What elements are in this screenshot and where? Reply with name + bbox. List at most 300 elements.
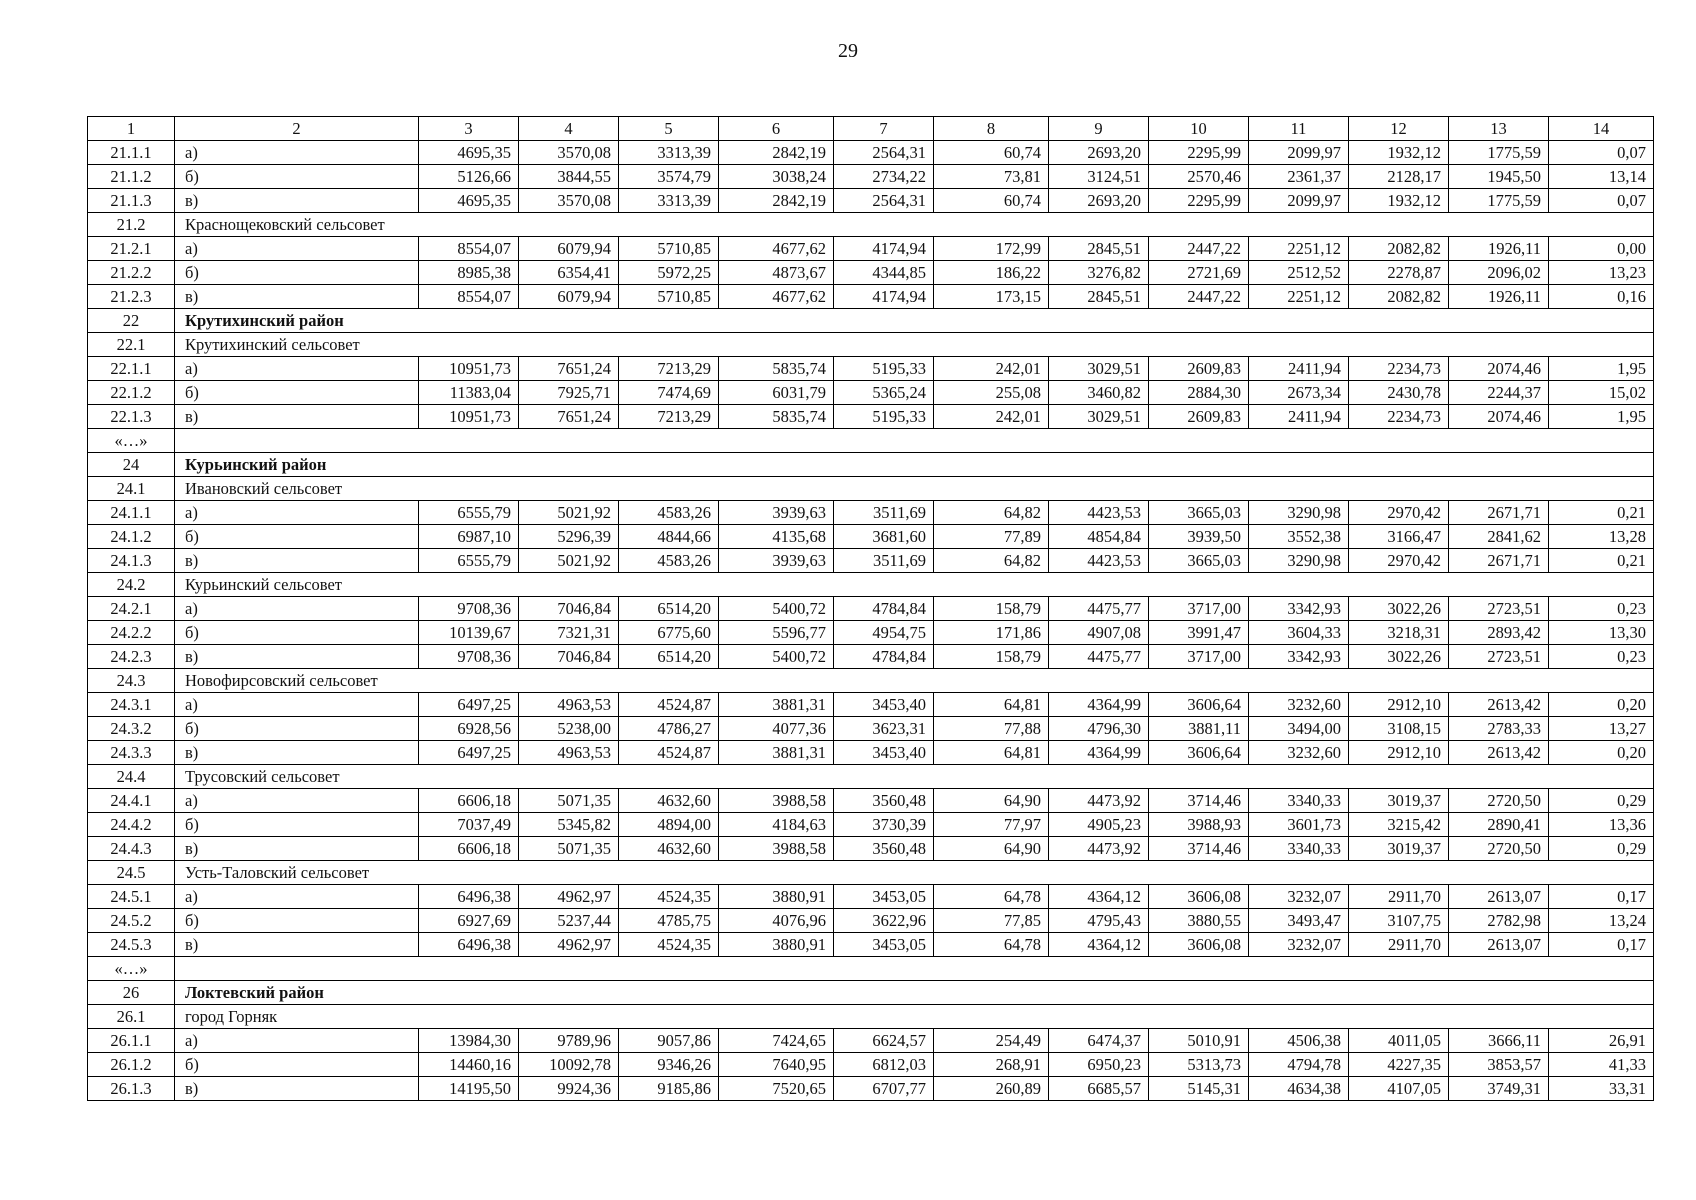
row-number: 24.3.1	[88, 693, 175, 717]
row-label: а)	[175, 1029, 419, 1053]
value-cell: 3232,07	[1249, 885, 1349, 909]
value-cell: 3601,73	[1249, 813, 1349, 837]
value-cell: 13,36	[1549, 813, 1654, 837]
value-cell: 3313,39	[619, 189, 719, 213]
value-cell: 2911,70	[1349, 933, 1449, 957]
row-number: 22.1.3	[88, 405, 175, 429]
row-label: б)	[175, 1053, 419, 1077]
value-cell: 2609,83	[1149, 405, 1249, 429]
value-cell: 5710,85	[619, 285, 719, 309]
value-cell: 242,01	[934, 357, 1049, 381]
value-cell: 3606,64	[1149, 693, 1249, 717]
value-cell: 3166,47	[1349, 525, 1449, 549]
value-cell: 6950,23	[1049, 1053, 1149, 1077]
value-cell: 2447,22	[1149, 285, 1249, 309]
value-cell: 6606,18	[419, 789, 519, 813]
row-label: в)	[175, 189, 419, 213]
value-cell: 1932,12	[1349, 189, 1449, 213]
section-title: Краснощековский сельсовет	[175, 213, 1654, 237]
value-cell: 2842,19	[719, 189, 834, 213]
value-cell: 4954,75	[834, 621, 934, 645]
value-cell: 8554,07	[419, 237, 519, 261]
value-cell: 6707,77	[834, 1077, 934, 1101]
row-number: 26	[88, 981, 175, 1005]
value-cell: 6496,38	[419, 885, 519, 909]
value-cell: 3108,15	[1349, 717, 1449, 741]
row-number: 24	[88, 453, 175, 477]
value-cell: 3714,46	[1149, 789, 1249, 813]
row-number: 22.1.2	[88, 381, 175, 405]
value-cell: 3493,47	[1249, 909, 1349, 933]
row-number: 21.2.2	[88, 261, 175, 285]
value-cell: 4785,75	[619, 909, 719, 933]
value-cell: 6497,25	[419, 693, 519, 717]
table-row	[88, 189, 1654, 213]
value-cell: 5145,31	[1149, 1077, 1249, 1101]
value-cell: 2251,12	[1249, 285, 1349, 309]
table-row	[88, 381, 1654, 405]
value-cell: 3232,60	[1249, 693, 1349, 717]
value-cell: 2613,07	[1449, 885, 1549, 909]
table-row	[88, 285, 1654, 309]
value-cell: 2613,42	[1449, 741, 1549, 765]
column-number: 4	[519, 117, 619, 141]
value-cell: 6555,79	[419, 501, 519, 525]
value-cell: 2295,99	[1149, 189, 1249, 213]
value-cell: 73,81	[934, 165, 1049, 189]
value-cell: 3342,93	[1249, 597, 1349, 621]
value-cell: 0,21	[1549, 501, 1654, 525]
value-cell: 9924,36	[519, 1077, 619, 1101]
value-cell: 3881,31	[719, 693, 834, 717]
value-cell: 5021,92	[519, 549, 619, 573]
value-cell: 4634,38	[1249, 1077, 1349, 1101]
value-cell: 9346,26	[619, 1053, 719, 1077]
value-cell: 3019,37	[1349, 837, 1449, 861]
row-number: 24.2.1	[88, 597, 175, 621]
row-label: б)	[175, 813, 419, 837]
value-cell: 6514,20	[619, 645, 719, 669]
value-cell: 1,95	[1549, 357, 1654, 381]
value-cell: 4107,05	[1349, 1077, 1449, 1101]
table-row	[88, 621, 1654, 645]
value-cell: 64,90	[934, 837, 1049, 861]
value-cell: 64,81	[934, 741, 1049, 765]
column-number: 8	[934, 117, 1049, 141]
row-label: б)	[175, 261, 419, 285]
table-row	[88, 717, 1654, 741]
value-cell: 10092,78	[519, 1053, 619, 1077]
row-number: 21.2.3	[88, 285, 175, 309]
value-cell: 3232,07	[1249, 933, 1349, 957]
value-cell: 4632,60	[619, 789, 719, 813]
section-row	[88, 861, 1654, 885]
table-row	[88, 1029, 1654, 1053]
value-cell: 1945,50	[1449, 165, 1549, 189]
value-cell: 2295,99	[1149, 141, 1249, 165]
row-number: 24.1.3	[88, 549, 175, 573]
section-title: город Горняк	[175, 1005, 1654, 1029]
value-cell: 254,49	[934, 1029, 1049, 1053]
value-cell: 4135,68	[719, 525, 834, 549]
value-cell: 3988,93	[1149, 813, 1249, 837]
empty-cell	[175, 429, 1654, 453]
value-cell: 4077,36	[719, 717, 834, 741]
value-cell: 6685,57	[1049, 1077, 1149, 1101]
value-cell: 3290,98	[1249, 501, 1349, 525]
value-cell: 7213,29	[619, 405, 719, 429]
value-cell: 3844,55	[519, 165, 619, 189]
value-cell: 7321,31	[519, 621, 619, 645]
row-label: в)	[175, 933, 419, 957]
section-title: Трусовский сельсовет	[175, 765, 1654, 789]
value-cell: 10951,73	[419, 357, 519, 381]
value-cell: 2783,33	[1449, 717, 1549, 741]
row-number: 21.1.2	[88, 165, 175, 189]
table-row	[88, 357, 1654, 381]
value-cell: 4677,62	[719, 285, 834, 309]
value-cell: 3453,05	[834, 885, 934, 909]
value-cell: 3038,24	[719, 165, 834, 189]
row-number: 24.4.3	[88, 837, 175, 861]
value-cell: 4364,12	[1049, 885, 1149, 909]
value-cell: 64,90	[934, 789, 1049, 813]
value-cell: 4963,53	[519, 741, 619, 765]
value-cell: 60,74	[934, 189, 1049, 213]
value-cell: 2613,07	[1449, 933, 1549, 957]
value-cell: 5071,35	[519, 789, 619, 813]
column-number: 12	[1349, 117, 1449, 141]
value-cell: 7424,65	[719, 1029, 834, 1053]
section-title: Крутихинский сельсовет	[175, 333, 1654, 357]
value-cell: 2564,31	[834, 189, 934, 213]
value-cell: 6496,38	[419, 933, 519, 957]
table-row	[88, 405, 1654, 429]
column-number: 13	[1449, 117, 1549, 141]
value-cell: 4011,05	[1349, 1029, 1449, 1053]
value-cell: 2912,10	[1349, 741, 1449, 765]
value-cell: 4423,53	[1049, 501, 1149, 525]
value-cell: 5365,24	[834, 381, 934, 405]
value-cell: 2074,46	[1449, 405, 1549, 429]
value-cell: 260,89	[934, 1077, 1049, 1101]
value-cell: 3606,08	[1149, 885, 1249, 909]
value-cell: 2884,30	[1149, 381, 1249, 405]
value-cell: 7925,71	[519, 381, 619, 405]
column-number: 5	[619, 117, 719, 141]
value-cell: 2430,78	[1349, 381, 1449, 405]
table-row	[88, 141, 1654, 165]
value-cell: 2512,52	[1249, 261, 1349, 285]
section-row	[88, 765, 1654, 789]
value-cell: 13,14	[1549, 165, 1654, 189]
value-cell: 3232,60	[1249, 741, 1349, 765]
table-row	[88, 813, 1654, 837]
value-cell: 6031,79	[719, 381, 834, 405]
row-label: в)	[175, 405, 419, 429]
value-cell: 3460,82	[1049, 381, 1149, 405]
value-cell: 5400,72	[719, 597, 834, 621]
value-cell: 2128,17	[1349, 165, 1449, 189]
value-cell: 2244,37	[1449, 381, 1549, 405]
row-label: в)	[175, 741, 419, 765]
value-cell: 8985,38	[419, 261, 519, 285]
value-cell: 4695,35	[419, 141, 519, 165]
value-cell: 13984,30	[419, 1029, 519, 1053]
district-row	[88, 453, 1654, 477]
value-cell: 2099,97	[1249, 189, 1349, 213]
page-number: 29	[838, 40, 858, 62]
value-cell: 0,16	[1549, 285, 1654, 309]
section-row	[88, 477, 1654, 501]
value-cell: 0,21	[1549, 549, 1654, 573]
value-cell: 2234,73	[1349, 405, 1449, 429]
row-label: а)	[175, 501, 419, 525]
value-cell: 2278,87	[1349, 261, 1449, 285]
row-label: а)	[175, 141, 419, 165]
table-row	[88, 1077, 1654, 1101]
value-cell: 1926,11	[1449, 285, 1549, 309]
value-cell: 158,79	[934, 597, 1049, 621]
value-cell: 2411,94	[1249, 357, 1349, 381]
value-cell: 5021,92	[519, 501, 619, 525]
value-cell: 3215,42	[1349, 813, 1449, 837]
row-number: 24.2.2	[88, 621, 175, 645]
value-cell: 2911,70	[1349, 885, 1449, 909]
value-cell: 0,17	[1549, 933, 1654, 957]
value-cell: 4423,53	[1049, 549, 1149, 573]
value-cell: 4963,53	[519, 693, 619, 717]
row-number: 26.1.1	[88, 1029, 175, 1053]
value-cell: 33,31	[1549, 1077, 1654, 1101]
value-cell: 3622,96	[834, 909, 934, 933]
value-cell: 64,82	[934, 549, 1049, 573]
ellipsis-row	[88, 429, 1654, 453]
value-cell: 5710,85	[619, 237, 719, 261]
value-cell: 4475,77	[1049, 597, 1149, 621]
row-number: 26.1.2	[88, 1053, 175, 1077]
value-cell: 0,20	[1549, 741, 1654, 765]
value-cell: 13,23	[1549, 261, 1654, 285]
table-body	[88, 141, 1654, 1101]
value-cell: 4364,99	[1049, 693, 1149, 717]
value-cell: 4524,35	[619, 933, 719, 957]
section-row	[88, 213, 1654, 237]
table-row	[88, 549, 1654, 573]
value-cell: 3124,51	[1049, 165, 1149, 189]
value-cell: 4174,94	[834, 285, 934, 309]
table-row	[88, 237, 1654, 261]
value-cell: 3939,63	[719, 549, 834, 573]
row-number: 24.3.2	[88, 717, 175, 741]
row-label: б)	[175, 621, 419, 645]
row-number: 24.5	[88, 861, 175, 885]
column-number: 2	[175, 117, 419, 141]
value-cell: 2723,51	[1449, 597, 1549, 621]
value-cell: 3880,55	[1149, 909, 1249, 933]
value-cell: 2251,12	[1249, 237, 1349, 261]
value-cell: 3453,40	[834, 741, 934, 765]
value-cell: 3560,48	[834, 789, 934, 813]
section-row	[88, 669, 1654, 693]
value-cell: 4227,35	[1349, 1053, 1449, 1077]
section-row	[88, 1005, 1654, 1029]
value-cell: 2361,37	[1249, 165, 1349, 189]
value-cell: 0,23	[1549, 645, 1654, 669]
value-cell: 4854,84	[1049, 525, 1149, 549]
omission-marker: «…»	[88, 957, 175, 981]
value-cell: 4583,26	[619, 501, 719, 525]
value-cell: 4786,27	[619, 717, 719, 741]
value-cell: 3218,31	[1349, 621, 1449, 645]
value-cell: 2890,41	[1449, 813, 1549, 837]
value-cell: 4473,92	[1049, 837, 1149, 861]
row-label: а)	[175, 237, 419, 261]
value-cell: 6497,25	[419, 741, 519, 765]
value-cell: 4695,35	[419, 189, 519, 213]
row-number: 24.1.2	[88, 525, 175, 549]
value-cell: 3988,58	[719, 837, 834, 861]
value-cell: 4907,08	[1049, 621, 1149, 645]
value-cell: 3574,79	[619, 165, 719, 189]
value-cell: 5195,33	[834, 357, 934, 381]
row-number: 24.5.2	[88, 909, 175, 933]
value-cell: 6928,56	[419, 717, 519, 741]
value-cell: 7046,84	[519, 597, 619, 621]
value-cell: 3991,47	[1149, 621, 1249, 645]
value-cell: 2721,69	[1149, 261, 1249, 285]
value-cell: 2845,51	[1049, 237, 1149, 261]
table-row	[88, 645, 1654, 669]
table-row	[88, 1053, 1654, 1077]
table-row	[88, 597, 1654, 621]
value-cell: 2893,42	[1449, 621, 1549, 645]
value-cell: 3511,69	[834, 549, 934, 573]
row-number: 24.1.1	[88, 501, 175, 525]
column-number: 3	[419, 117, 519, 141]
row-number: 24.4.2	[88, 813, 175, 837]
value-cell: 255,08	[934, 381, 1049, 405]
value-cell: 2613,42	[1449, 693, 1549, 717]
value-cell: 3340,33	[1249, 837, 1349, 861]
row-label: а)	[175, 597, 419, 621]
value-cell: 3881,11	[1149, 717, 1249, 741]
value-cell: 3560,48	[834, 837, 934, 861]
row-number: 24.5.3	[88, 933, 175, 957]
value-cell: 4873,67	[719, 261, 834, 285]
value-cell: 3880,91	[719, 885, 834, 909]
table-row	[88, 909, 1654, 933]
value-cell: 268,91	[934, 1053, 1049, 1077]
value-cell: 2693,20	[1049, 189, 1149, 213]
row-label: б)	[175, 381, 419, 405]
value-cell: 6775,60	[619, 621, 719, 645]
row-label: в)	[175, 645, 419, 669]
value-cell: 3022,26	[1349, 597, 1449, 621]
value-cell: 0,20	[1549, 693, 1654, 717]
value-cell: 4795,43	[1049, 909, 1149, 933]
value-cell: 5835,74	[719, 405, 834, 429]
value-cell: 7046,84	[519, 645, 619, 669]
row-number: 22	[88, 309, 175, 333]
section-title: Ивановский сельсовет	[175, 477, 1654, 501]
value-cell: 4962,97	[519, 885, 619, 909]
value-cell: 3714,46	[1149, 837, 1249, 861]
table-row	[88, 741, 1654, 765]
value-cell: 4524,87	[619, 741, 719, 765]
value-cell: 11383,04	[419, 381, 519, 405]
value-cell: 6606,18	[419, 837, 519, 861]
value-cell: 5237,44	[519, 909, 619, 933]
value-cell: 3019,37	[1349, 789, 1449, 813]
value-cell: 64,82	[934, 501, 1049, 525]
row-number: 22.1	[88, 333, 175, 357]
value-cell: 1775,59	[1449, 189, 1549, 213]
value-cell: 4344,85	[834, 261, 934, 285]
district-title: Крутихинский район	[175, 309, 1654, 333]
value-cell: 4506,38	[1249, 1029, 1349, 1053]
value-cell: 4796,30	[1049, 717, 1149, 741]
value-cell: 3570,08	[519, 189, 619, 213]
value-cell: 64,81	[934, 693, 1049, 717]
value-cell: 3107,75	[1349, 909, 1449, 933]
table-row	[88, 525, 1654, 549]
value-cell: 3623,31	[834, 717, 934, 741]
value-cell: 14195,50	[419, 1077, 519, 1101]
value-cell: 2074,46	[1449, 357, 1549, 381]
value-cell: 4475,77	[1049, 645, 1149, 669]
value-cell: 4677,62	[719, 237, 834, 261]
row-label: в)	[175, 549, 419, 573]
value-cell: 1,95	[1549, 405, 1654, 429]
section-title: Курьинский сельсовет	[175, 573, 1654, 597]
row-number: 24.3.3	[88, 741, 175, 765]
value-cell: 3730,39	[834, 813, 934, 837]
value-cell: 6514,20	[619, 597, 719, 621]
district-title: Локтевский район	[175, 981, 1654, 1005]
value-cell: 2099,97	[1249, 141, 1349, 165]
value-cell: 7651,24	[519, 405, 619, 429]
value-cell: 77,97	[934, 813, 1049, 837]
value-cell: 3494,00	[1249, 717, 1349, 741]
column-number: 6	[719, 117, 834, 141]
ellipsis-row	[88, 957, 1654, 981]
value-cell: 172,99	[934, 237, 1049, 261]
value-cell: 173,15	[934, 285, 1049, 309]
value-cell: 5400,72	[719, 645, 834, 669]
value-cell: 26,91	[1549, 1029, 1654, 1053]
tariff-table	[87, 116, 1654, 1101]
district-title: Курьинский район	[175, 453, 1654, 477]
value-cell: 3606,08	[1149, 933, 1249, 957]
value-cell: 13,24	[1549, 909, 1654, 933]
row-label: а)	[175, 357, 419, 381]
value-cell: 0,07	[1549, 189, 1654, 213]
value-cell: 6624,57	[834, 1029, 934, 1053]
value-cell: 60,74	[934, 141, 1049, 165]
column-number: 9	[1049, 117, 1149, 141]
value-cell: 3665,03	[1149, 549, 1249, 573]
value-cell: 4076,96	[719, 909, 834, 933]
row-label: б)	[175, 165, 419, 189]
value-cell: 41,33	[1549, 1053, 1654, 1077]
row-number: 24.2	[88, 573, 175, 597]
value-cell: 2720,50	[1449, 837, 1549, 861]
column-number: 14	[1549, 117, 1654, 141]
table-row	[88, 885, 1654, 909]
value-cell: 3570,08	[519, 141, 619, 165]
value-cell: 5345,82	[519, 813, 619, 837]
